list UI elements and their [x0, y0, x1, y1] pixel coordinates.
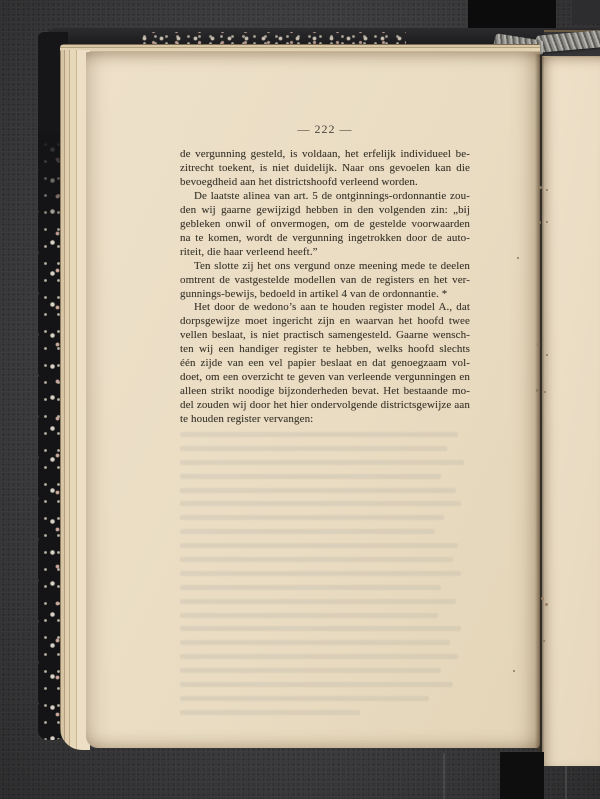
ghost-line — [180, 501, 461, 506]
ghost-line — [180, 668, 441, 673]
ghost-line — [180, 626, 461, 631]
ghost-line — [180, 488, 456, 493]
ghost-line — [180, 640, 450, 645]
page-number: — 222 — — [297, 122, 353, 136]
foxing-speck — [546, 354, 548, 356]
text-line: gunnings-bewijs, bedoeld in artikel 4 van de ordonnantie. * — [180, 287, 448, 300]
foxing-speck — [545, 603, 548, 606]
ghost-line — [180, 585, 441, 590]
ghost-line — [180, 710, 360, 715]
ghost-line — [180, 696, 429, 701]
ghost-line — [180, 543, 458, 548]
foxing-speck — [546, 189, 548, 191]
text-line: zitrecht toekent, is niet duidelijk. Naar ons gevoelen kan die — [180, 161, 470, 174]
text-line: riteit, die haar verleend heeft.” — [180, 245, 318, 258]
facing-page — [542, 56, 600, 766]
paragraph — [180, 260, 470, 302]
text-line: alleen strikt noodige bijzonderheden bevat. Het bestaande mo- — [180, 385, 470, 398]
paragraph — [180, 301, 470, 427]
text-line: bevoegdheid aan het districtshoofd verleend worden. — [180, 175, 418, 188]
paragraph — [180, 148, 470, 190]
text-line: dorpsgewijze moet ingericht zijn en waarvan het hoofd twee — [180, 315, 470, 328]
foxing-speck — [537, 343, 540, 346]
text-line: één zijde van een vel papier beslaat en dat genoegzaam vol- — [180, 357, 470, 370]
ghost-line — [180, 446, 447, 451]
foxing-speck — [536, 389, 539, 392]
ghost-line — [180, 460, 464, 465]
foxing-speck — [538, 221, 541, 224]
foxing-speck — [544, 391, 546, 393]
foxing-speck — [539, 186, 542, 189]
text-line: ten wij een handiger register te hebben, welks hoofd slechts — [180, 343, 470, 356]
foxing-speck — [541, 597, 544, 600]
cover-edge-highlight — [565, 766, 567, 799]
foxing-speck — [543, 640, 545, 642]
text-line: Het door de wedono’s aan te houden register model A., dat — [194, 301, 470, 314]
book-page — [86, 52, 540, 748]
ghost-line — [180, 571, 461, 576]
text-line: de vergunning gesteld, is voldaan, het erfelijk individueel be- — [180, 148, 470, 160]
foxing-speck — [546, 221, 548, 223]
ghost-line — [180, 529, 435, 534]
ghost-line — [180, 474, 441, 479]
ghost-line — [180, 515, 444, 520]
foxing-speck — [517, 257, 519, 259]
body-text — [180, 148, 470, 427]
text-line: na te komen, wordt de vergunning ingetrokken door de auto- — [180, 231, 470, 244]
text-line: omtrent de vastgestelde modellen van de registers en het ver- — [180, 273, 470, 286]
text-line: De laatste alinea van art. 5 de ontginnings-ordonnantie zou- — [194, 189, 470, 202]
text-line: te houden register vervangen: — [180, 413, 314, 426]
background-corner-patch — [572, 0, 600, 24]
text-line: gebleken onwil of onvermogen, om de gestelde voorwaarden — [180, 217, 470, 230]
text-line: den wij gaarne gewijzigd hebben in den volgenden zin: „bij — [180, 203, 470, 216]
text-line: Ten slotte zij het ons vergund onze meening mede te deelen — [194, 259, 470, 272]
ghost-line — [180, 682, 453, 687]
gutter-shadow — [535, 54, 545, 768]
text-line: vellen beslaat, is niet practisch samengesteld. Gaarne wensch- — [180, 329, 470, 342]
ghost-line — [180, 599, 456, 604]
ghost-line — [180, 432, 458, 437]
ghost-line — [180, 557, 453, 562]
bleed-through-text — [180, 432, 470, 724]
ghost-line — [180, 613, 438, 618]
ghost-line — [180, 654, 458, 659]
paragraph — [180, 190, 470, 260]
text-line: doet, om een overzicht te geven van verleende vergunningen en — [180, 371, 470, 384]
foxing-speck — [513, 670, 515, 672]
text-line: del zouden wij door het hier ondervolgende districtsgewijze aan — [180, 399, 470, 412]
cover-edge-highlight — [443, 753, 445, 799]
binding-shadow — [500, 752, 544, 799]
